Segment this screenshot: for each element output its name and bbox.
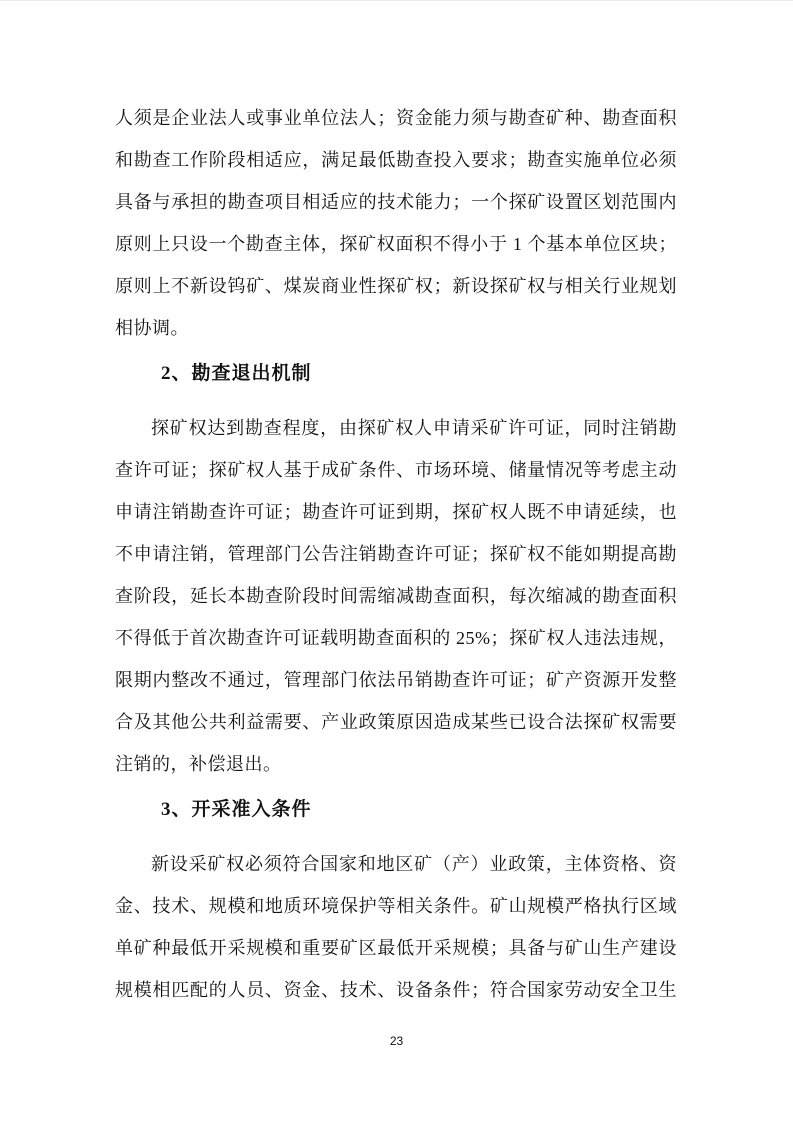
paragraph1-line: 原则上只设一个勘查主体，探矿权面积不得小于 1 个基本单位区块；	[115, 234, 677, 254]
paragraph3-line: 新设采矿权必须符合国家和地区矿（产）业政策，主体资格、资	[151, 854, 677, 874]
paragraph1-line: 和勘查工作阶段相适应，满足最低勘查投入要求；勘查实施单位必须	[115, 150, 677, 170]
paragraph3-line: 金、技术、规模和地质环境保护等相关条件。矿山规模严格执行区域	[115, 896, 677, 916]
paragraph2-line: 不申请注销，管理部门公告注销勘查许可证；探矿权不能如期提高勘	[115, 544, 677, 564]
paragraph2-line: 申请注销勘查许可证；勘查许可证到期，探矿权人既不申请延续，也	[115, 502, 677, 522]
paragraph2-line: 查许可证；探矿权人基于成矿条件、市场环境、储量情况等考虑主动	[115, 460, 677, 480]
document-content	[115, 97, 677, 1011]
paragraph1-line: 具备与承担的勘查项目相适应的技术能力；一个探矿设置区划范围内	[115, 192, 677, 212]
paragraph1-line: 相协调。	[115, 318, 189, 338]
paragraph2-line: 查阶段，延长本勘查阶段时间需缩减勘查面积，每次缩减的勘查面积	[115, 586, 677, 606]
section-heading-exploration-exit: 2、勘查退出机制	[161, 363, 312, 384]
section-heading-mining-admission: 3、开采准入条件	[161, 799, 312, 820]
paragraph2-line: 限期内整改不通过，管理部门依法吊销勘查许可证；矿产资源开发整	[115, 670, 677, 690]
paragraph2-line: 合及其他公共利益需要、产业政策原因造成某些已设合法探矿权需要	[115, 712, 677, 732]
paragraph1-line: 人须是企业法人或事业单位法人；资金能力须与勘查矿种、勘查面积	[115, 108, 677, 128]
paragraph2-line: 不得低于首次勘查许可证载明勘查面积的 25%；探矿权人违法违规，	[115, 628, 677, 648]
page-number: 23	[389, 1034, 404, 1048]
paragraph2-line: 探矿权达到勘查程度，由探矿权人申请采矿许可证，同时注销勘	[151, 418, 677, 438]
paragraph1-line: 原则上不新设钨矿、煤炭商业性探矿权；新设探矿权与相关行业规划	[115, 276, 677, 296]
paragraph3-line: 单矿种最低开采规模和重要矿区最低开采规模；具备与矿山生产建设	[115, 938, 677, 958]
paragraph3-line: 规模相匹配的人员、资金、技术、设备条件；符合国家劳动安全卫生	[115, 980, 677, 1000]
paragraph2-line: 注销的，补偿退出。	[115, 754, 282, 774]
